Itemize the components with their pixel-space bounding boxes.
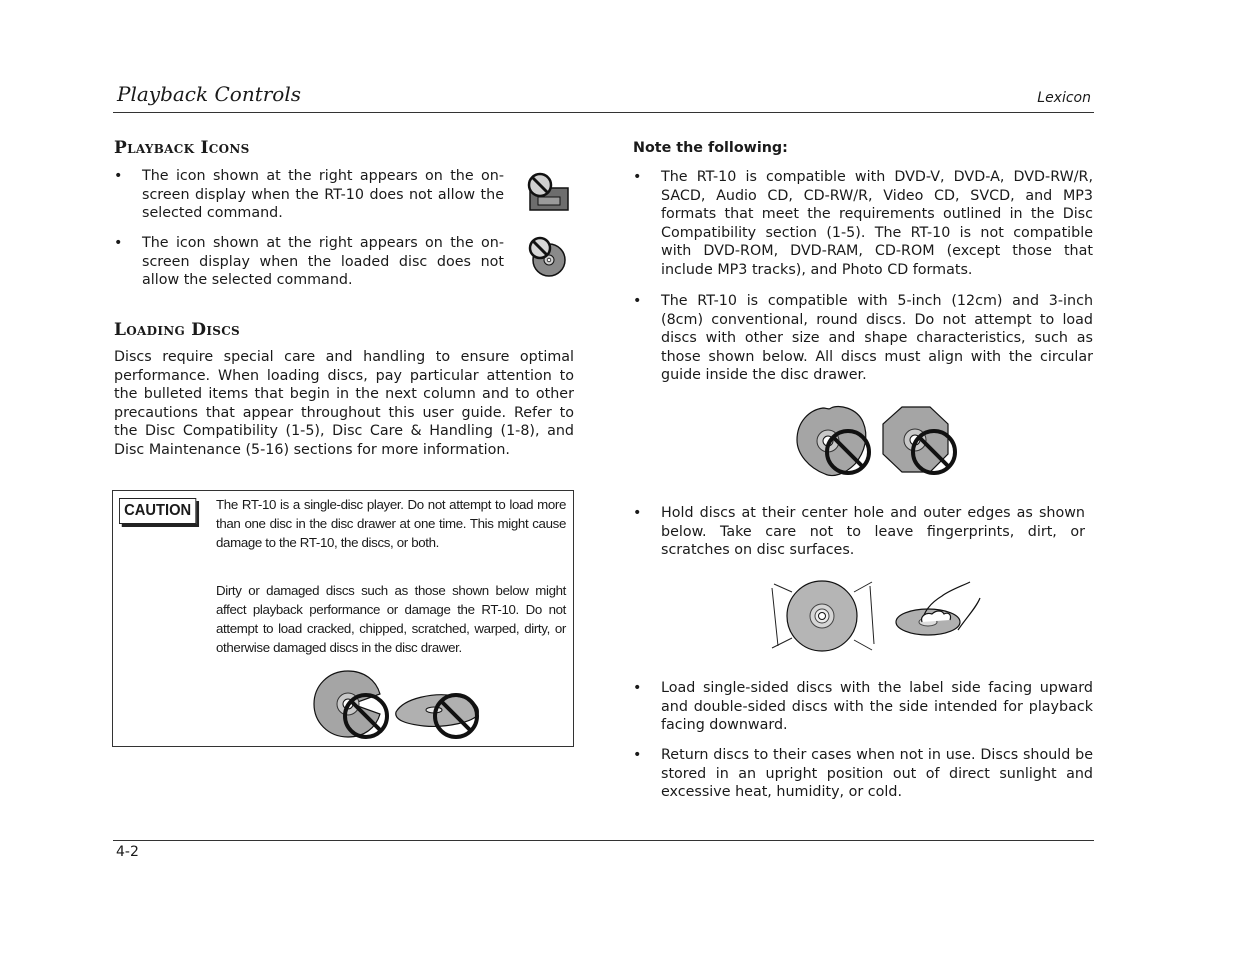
playback-icons-heading: Playback Icons [114,138,250,158]
warped-disc-icon [394,688,484,742]
octagonal-disc-icon [880,404,960,478]
list-item [633,168,1093,280]
caution-label: CAUTION [119,498,196,524]
list-item [633,504,1085,560]
not-allowed-command-icon [524,170,572,214]
caution-text-single-disc: The RT-10 is a single-disc player. Do not attempt to load more than one disc in the disc drawer at one time. This might cause damage to the RT-10, the discs, or both. [216,497,566,550]
list-item [633,746,1093,802]
loading-discs-heading: Loading Discs [114,320,241,340]
caution-text-damaged-discs: Dirty or damaged discs such as those shown below might affect playback performance or damage the RT-10. Do not attempt to load cracked, chipped, scratched, warped, dirty, or otherwise damaged discs in the disc drawer. [216,583,566,655]
page-number: 4-2 [116,844,139,860]
loading-discs-paragraph: Discs require special care and handling to ensure optimal performance. When loading discs, pay particular attention to the bulleted items that begin in the next column and to other precautions that appear throughout this user guide. Refer to the Disc Compatibility (1-5), Disc Care & Handling (1-8), and Disc Maintenance (5-16) sections for more information. [114,349,574,458]
bullet-icon: • [633,680,642,696]
not-allowed-disc-icon [527,236,569,278]
cracked-disc-icon [312,668,392,742]
disc-held-center-hand-icon [892,580,984,640]
bullet-text: The RT-10 is compatible with DVD-V, DVD-A, DVD-RW/R, SACD, Audio CD, CD-RW/R, Video CD, SVCD, and MP3 formats that meet the requirements outlined in the Disc Compatibility section (1-5). The RT-10 is not compatible with DVD-ROM, DVD-RAM, CD-ROM (except those that include MP3 tracks), and Photo CD formats. [661,169,1093,278]
bullet-icon: • [633,293,642,309]
list-item [114,234,504,290]
bullet-icon: • [114,168,123,184]
header-rule [113,112,1094,113]
list-item [114,167,504,223]
list-item [633,679,1093,735]
page-title: Playback Controls [117,82,302,106]
bullet-text: The RT-10 is compatible with 5-inch (12cm) and 3-inch (8cm) conventional, round discs. Do not attempt to load discs with other size and shape characteristics, such as those shown below. All discs must align with the circular guide inside the disc drawer. [661,293,1093,384]
list-item [633,292,1093,385]
bullet-text: Load single-sided discs with the label side facing upward and double-sided discs with the side intended for playback facing downward. [661,680,1093,734]
note-heading: Note the following: [633,140,788,156]
bullet-icon: • [114,235,123,251]
bullet-text: Return discs to their cases when not in use. Discs should be stored in an upright position out of direct sunlight and excessive heat, humidity, or cold. [661,747,1093,801]
heart-shaped-disc-icon [795,404,875,478]
brand-name: Lexicon [1037,90,1091,106]
bullet-icon: • [633,505,642,521]
bullet-icon: • [633,747,642,763]
bullet-icon: • [633,169,642,185]
bullet-text: The icon shown at the right appears on the on-screen display when the RT-10 does not allow the selected command. [142,168,504,222]
bullet-text: Hold discs at their center hole and outer edges as shown below. Take care not to leave fingerprints, dirt, or scratches on disc surfaces. [661,505,1085,559]
bullet-text: The icon shown at the right appears on the on-screen display when the loaded disc does not allow the selected command. [142,235,504,289]
footer-rule [113,840,1094,841]
disc-held-edges-icon [770,578,876,654]
